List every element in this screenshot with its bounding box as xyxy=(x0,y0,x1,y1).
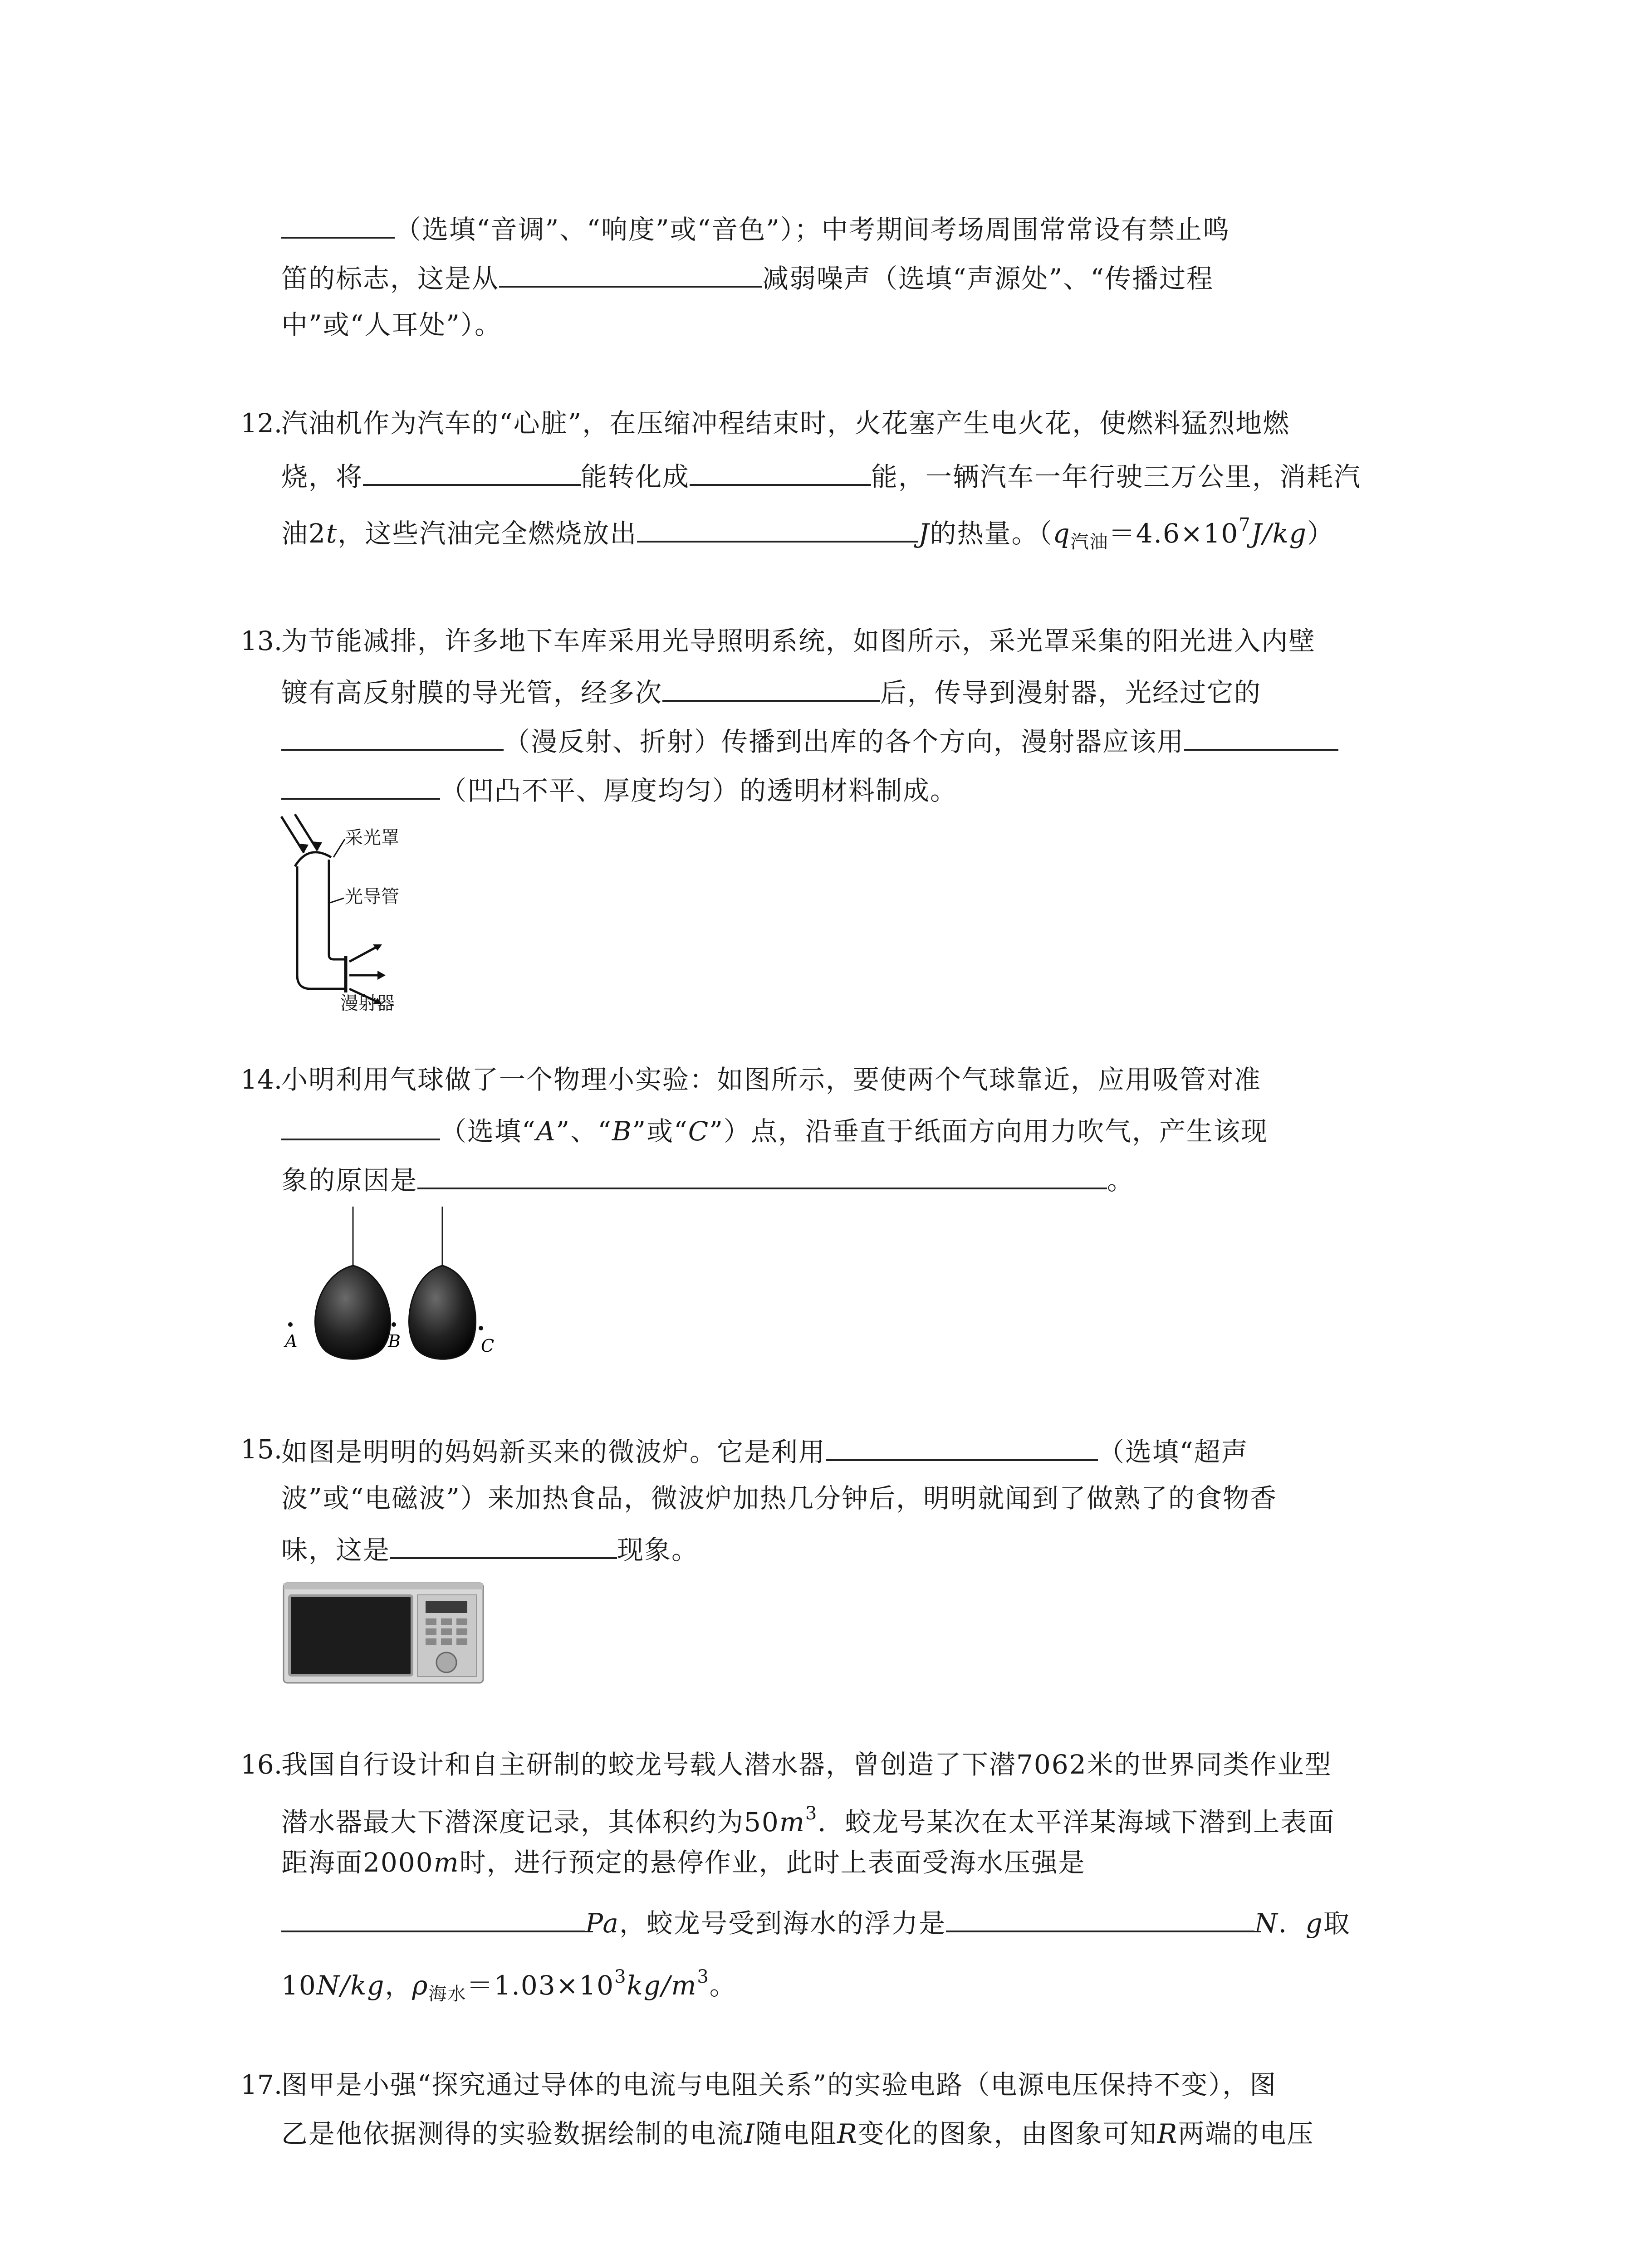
q11-line3: 中”或“人耳处”）。 xyxy=(281,309,502,340)
microwave-top xyxy=(284,1583,483,1589)
answer-blank[interactable] xyxy=(690,456,871,486)
display xyxy=(426,1601,467,1613)
q14-line2: （选填“A”、“B”或“C”）点，沿垂直于纸面方向用力吹气，产生该现 xyxy=(281,1110,1268,1147)
label-collector: 采光罩 xyxy=(345,827,399,848)
q12-line2: 烧，将 能转化成 能，一辆汽车一年行驶三万公里，消耗汽 xyxy=(281,456,1361,492)
dial xyxy=(436,1652,456,1672)
label-a: A xyxy=(285,1331,298,1351)
answer-blank[interactable] xyxy=(281,1902,585,1932)
answer-blank[interactable] xyxy=(281,721,504,751)
leader-line xyxy=(330,898,344,903)
question-number: 16. xyxy=(240,1749,283,1780)
answer-blank[interactable] xyxy=(946,1902,1254,1932)
q13-line2: 镀有高反射膜的导光管，经多次 后，传导到漫射器，光经过它的 xyxy=(281,672,1261,708)
question-number: 15. xyxy=(240,1434,283,1465)
q11-line2: 笛的标志，这是从 减弱噪声（选填“声源处”、“传播过程 xyxy=(281,258,1214,294)
light-pipe xyxy=(297,866,345,989)
q16-line2: 潜水器最大下潜深度记录，其体积约为$50m^3$．蛟龙号某次在太平洋某海域下潜到上表面 xyxy=(281,1803,1335,1838)
answer-blank[interactable] xyxy=(637,513,918,543)
microwave-window xyxy=(289,1596,412,1675)
q13-line3: （漫反射、折射）传播到出库的各个方向，漫射器应该用 xyxy=(281,721,1338,757)
answer-blank[interactable] xyxy=(1184,721,1338,751)
q15-line2: 波”或“电磁波”）来加热食品，微波炉加热几分钟后，明明就闻到了做熟了的食物香 xyxy=(281,1483,1277,1514)
q17-line2: 乙是他依据测得的实验数据绘制的电流I随电阻R变化的图象，由图象可知R两端的电压 xyxy=(281,2118,1314,2149)
leader-line xyxy=(333,839,345,857)
q13-line1: 为节能减排，许多地下车库采用光导照明系统，如图所示，采光罩采集的阳光进入内壁 xyxy=(281,626,1316,656)
question-number: 13. xyxy=(240,626,283,656)
balloon-left xyxy=(315,1266,391,1359)
label-pipe: 光导管 xyxy=(345,886,399,907)
answer-blank[interactable] xyxy=(281,1110,440,1140)
q16-line3: 距海面2000m时，进行预定的悬停作业，此时上表面受海水压强是 xyxy=(281,1847,1086,1878)
light-ray xyxy=(349,946,379,962)
q15-line3: 味，这是 现象。 xyxy=(281,1529,699,1565)
light-pipe-figure xyxy=(277,812,426,1012)
balloon-right xyxy=(409,1266,476,1359)
label-diffuser: 漫射器 xyxy=(340,993,395,1012)
q13-line4: （凹凸不平、厚度均匀）的透明材料制成。 xyxy=(281,770,957,806)
keypad xyxy=(426,1618,467,1645)
light-pipe xyxy=(329,860,345,959)
ray-arrowhead xyxy=(377,971,386,980)
q11-line1: （选填“音调”、“响度”或“音色”）；中考期间考场周围常常设有禁止鸣 xyxy=(281,209,1230,245)
q14-line1: 小明利用气球做了一个物理小实验：如图所示，要使两个气球靠近，应用吸管对准 xyxy=(281,1064,1262,1095)
balloons-figure xyxy=(281,1207,508,1370)
q14-line3: 象的原因是 。 xyxy=(281,1159,1134,1196)
q16-line4: Pa，蛟龙号受到海水的浮力是 N．g取 xyxy=(281,1902,1351,1939)
question-number: 12. xyxy=(240,408,283,439)
microwave-figure xyxy=(281,1579,485,1687)
question-number: 14. xyxy=(240,1064,283,1095)
answer-blank[interactable] xyxy=(826,1431,1098,1461)
label-c: C xyxy=(481,1336,495,1356)
answer-blank[interactable] xyxy=(662,672,880,702)
q12-line1: 汽油机作为汽车的“心脏”，在压缩冲程结束时，火花塞产生电火花，使燃料猛烈地燃 xyxy=(281,408,1290,439)
point-a xyxy=(288,1322,293,1327)
answer-blank[interactable] xyxy=(281,209,395,239)
q16-line5: 10N/kg，$\rho_{海水}=1.03\times 10^3kg/m^3$。 xyxy=(281,1966,737,2004)
point-b xyxy=(392,1322,396,1327)
q12-line3: 油2t，这些汽油完全燃烧放出 J的热量。$(q_{汽油}=4.6\times 10^7J/kg)$ xyxy=(281,507,1334,543)
question-number: 17. xyxy=(240,2069,283,2100)
q16-line1: 我国自行设计和自主研制的蛟龙号载人潜水器，曾创造了下潜7062米的世界同类作业型 xyxy=(281,1749,1332,1780)
q17-line1: 图甲是小强“探究通过导体的电流与电阻关系”的实验电路（电源电压保持不变），图 xyxy=(281,2069,1277,2100)
answer-blank[interactable] xyxy=(281,770,440,800)
label-b: B xyxy=(388,1331,401,1351)
collector-dome xyxy=(295,852,331,866)
point-c xyxy=(479,1326,483,1330)
q15-line1: 如图是明明的妈妈新买来的微波炉。它是利用 （选填“超声 xyxy=(281,1431,1249,1467)
answer-blank[interactable] xyxy=(417,1159,1107,1189)
answer-blank[interactable] xyxy=(390,1529,617,1559)
answer-blank[interactable] xyxy=(363,456,581,486)
answer-blank[interactable] xyxy=(499,258,762,288)
